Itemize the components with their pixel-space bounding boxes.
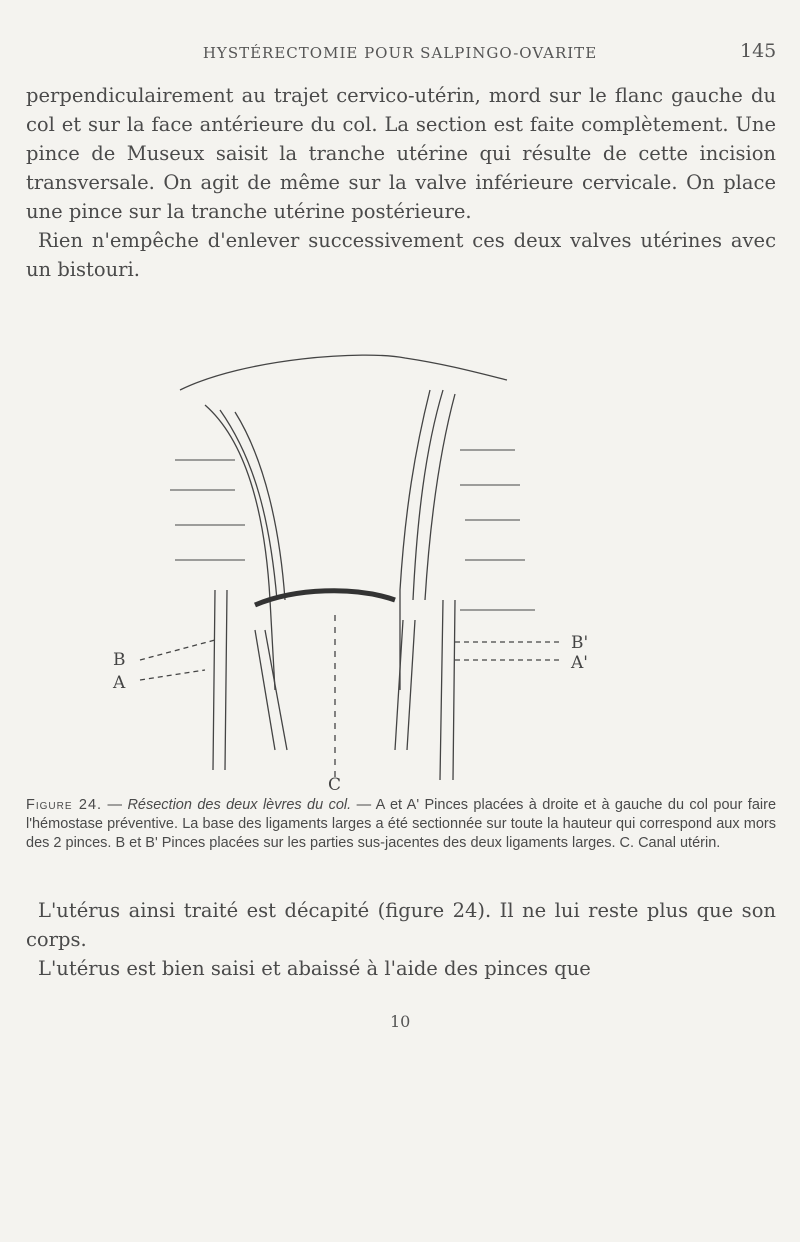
label-A: A [113,673,126,693]
body-text-bottom [26,896,776,983]
right-wall [400,390,430,690]
pointer-A [140,670,205,680]
right-wall [425,394,455,600]
label-C: C [328,775,342,790]
ligament-right [460,450,535,610]
body-text-top [26,81,776,284]
pince-right [395,620,415,750]
signature-mark: 10 [390,1012,411,1031]
pince-right [440,600,455,780]
figure-illustration [95,350,705,790]
paragraph: L'utérus ainsi traité est décapité (figure 24). Il ne lui reste plus que son corps. [26,899,776,951]
uterus-outline [180,355,507,390]
label-A-prime: A' [571,653,588,673]
caption-label: Figure 24. [26,797,103,813]
figure-caption [26,796,776,853]
right-wall [413,390,443,600]
pince-left [213,590,227,770]
label-B-prime: B' [571,633,589,653]
caption-text: — A et A' Pinces placées à droite et à gauche du col pour faire l'hémostase préventive. La base des ligaments larges a été sectionnée sur toute la hauteur qui correspond aux mors des 2 pinces. B et B' Pinces placées sur les parties sus-jacentes des deux ligaments larges. C. Canal utérin. [26,797,777,851]
left-wall [205,405,275,690]
caption-title: Résection des deux lèvres du col. [127,797,352,813]
page-number: 145 [740,40,777,62]
running-head: HYSTÉRECTOMIE POUR SALPINGO-OVARITE [202,44,598,62]
ligament-left [170,460,245,560]
pince-left [255,630,287,750]
left-wall [235,412,285,600]
paragraph: L'utérus est bien saisi et abaissé à l'aide des pinces que [38,957,591,980]
pointer-B [140,640,215,660]
caption-dash: — [107,797,128,813]
label-B: B [113,650,126,670]
paragraph: Rien n'empêche d'enlever successivement ces deux valves utérines avec un bistouri. [26,229,776,281]
paragraph: perpendiculairement au trajet cervico-utérin, mord sur le flanc gauche du col et sur la face antérieure du col. La section est faite complètement. Une pince de Museux saisit la tranche utérine qui résulte de cette incision transversale. On agit de même sur la valve inférieure cervicale. On place une pince sur la tranche utérine postérieure. [26,84,776,223]
